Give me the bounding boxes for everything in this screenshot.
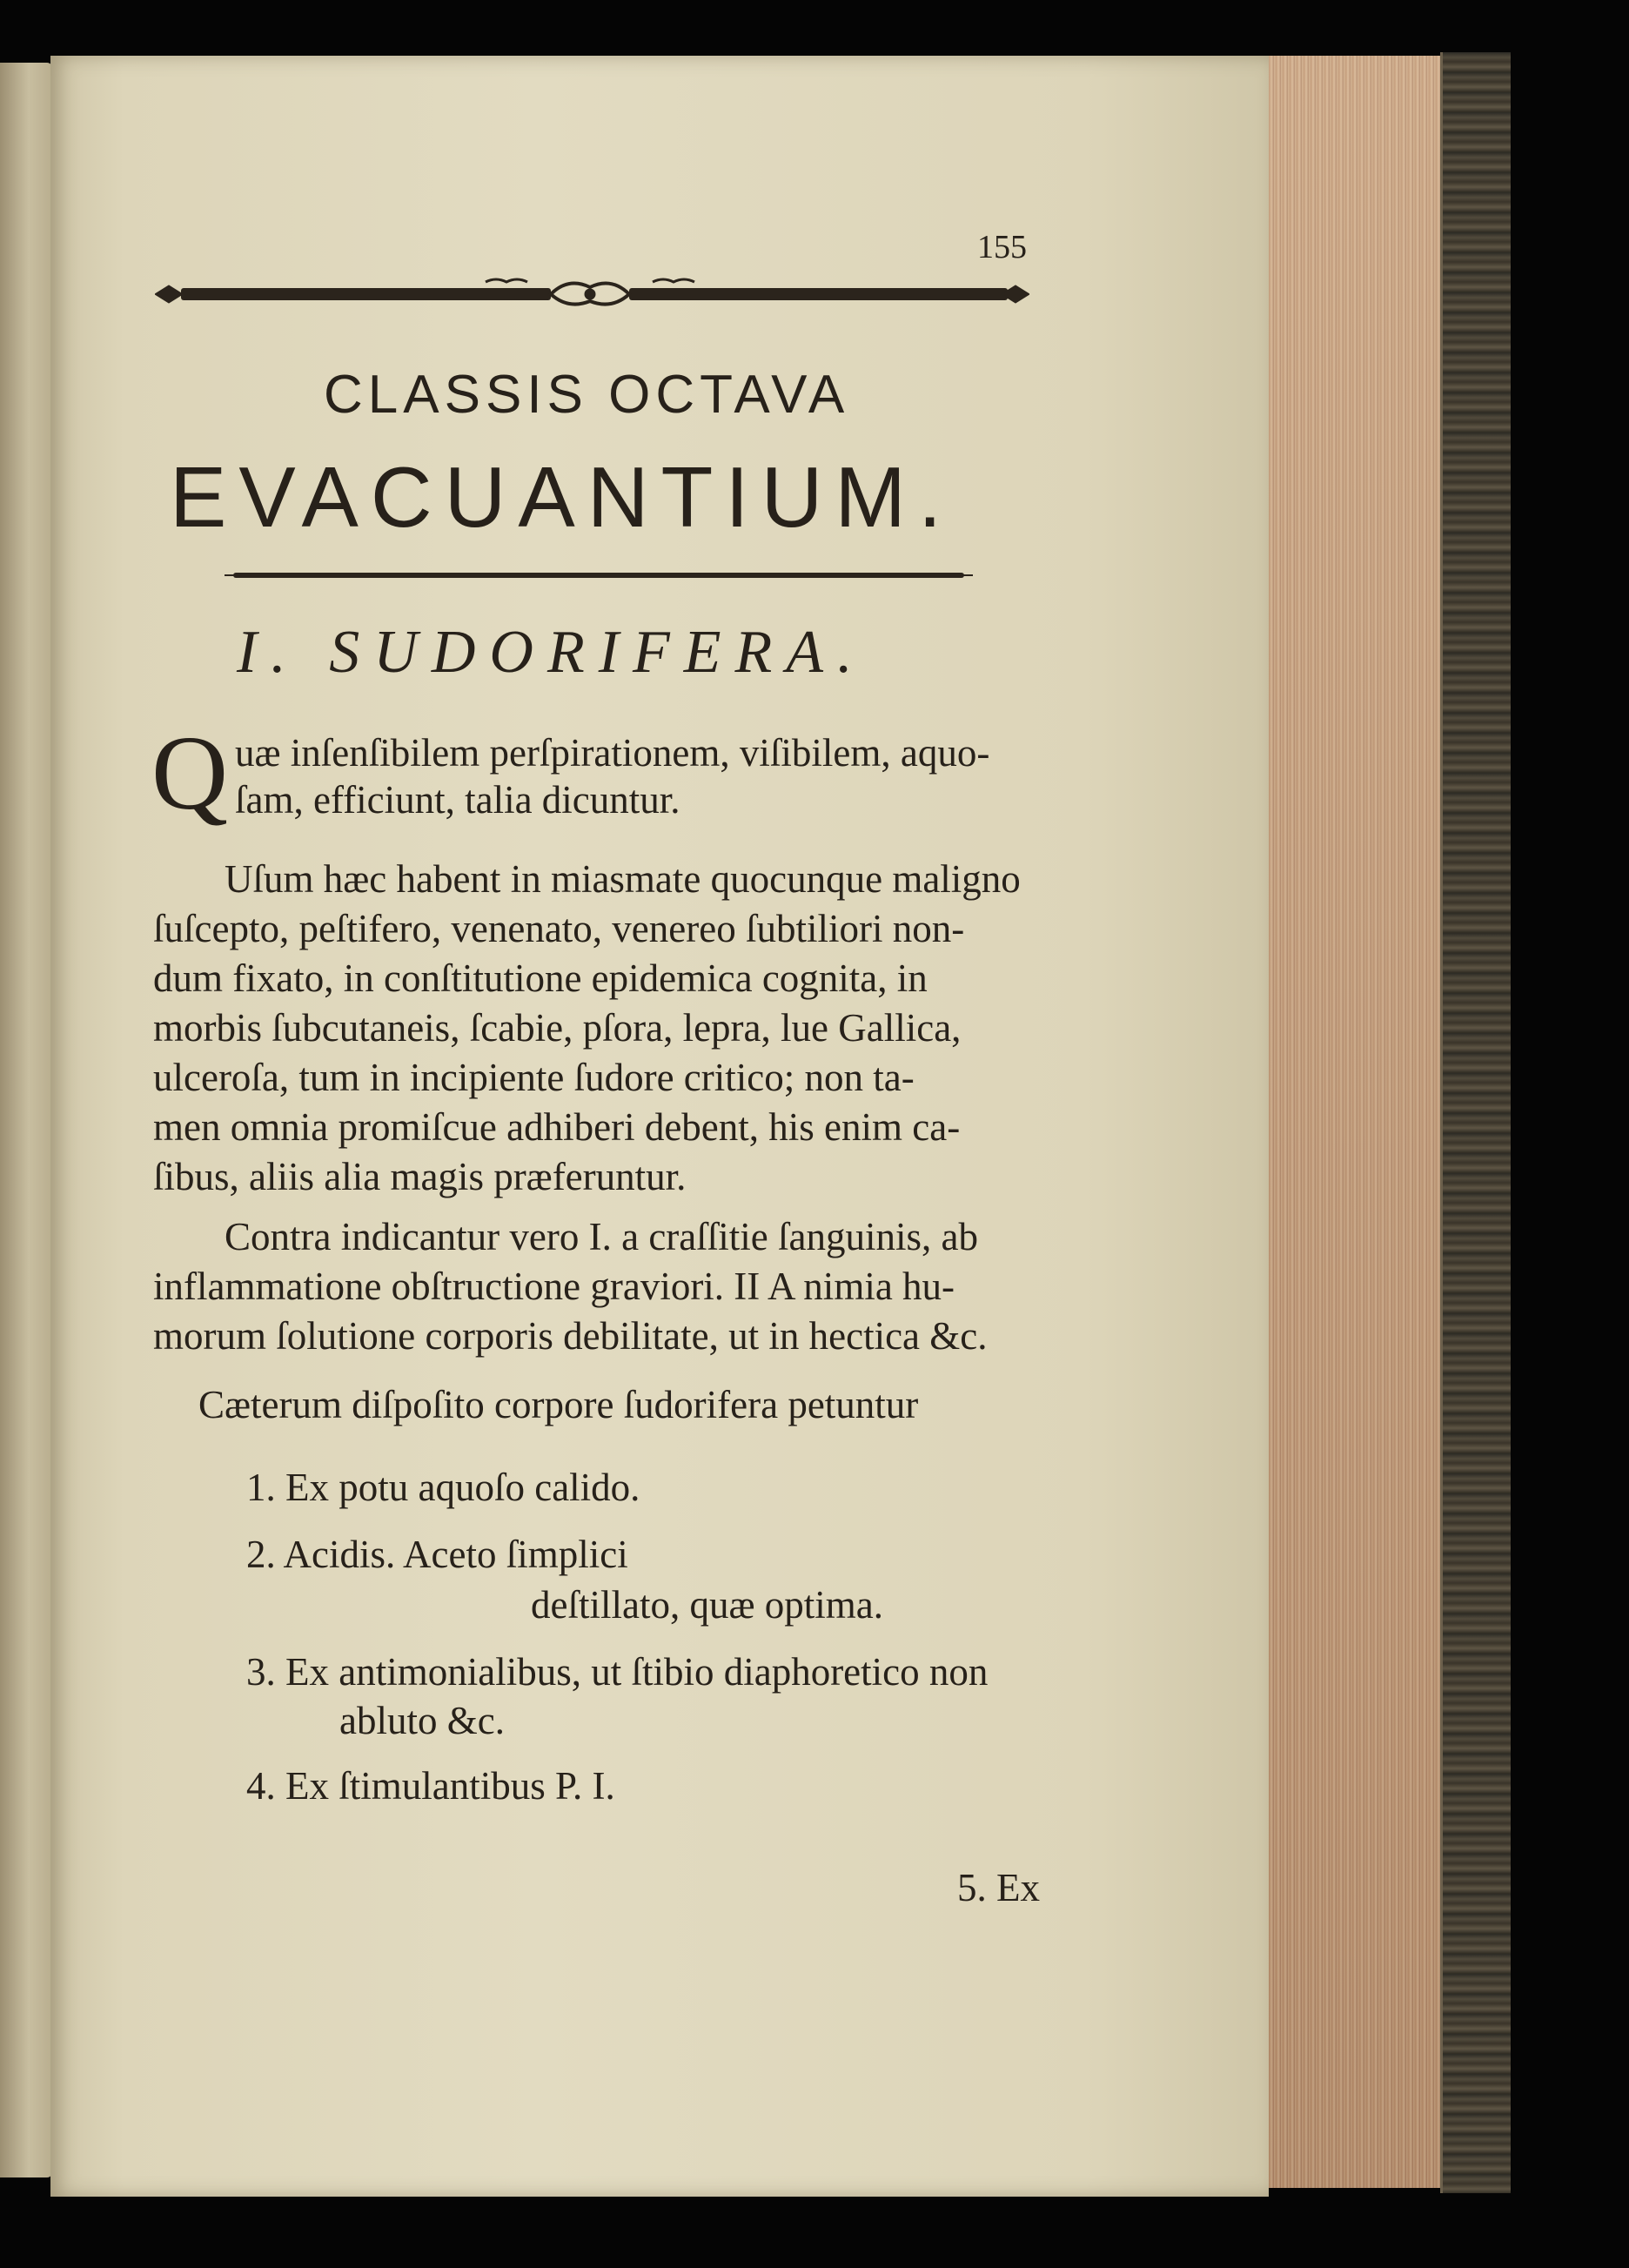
contra-line: Contra indicantur vero I. a craſſitie ſanguinis, ab	[225, 1215, 978, 1258]
usus-line: Uſum hæc habent in miasmate quocunque maligno	[225, 857, 1021, 901]
list-item: 3. Ex antimonialibus, ut ſtibio diaphoretico non	[246, 1650, 989, 1694]
list-item: 1. Ex potu aquoſo calido.	[246, 1466, 640, 1509]
usus-line: dum fixato, in conſtitutione epidemica cognita, in	[153, 956, 928, 1000]
usus-line: ſibus, aliis alia magis præferuntur.	[153, 1155, 687, 1198]
intro-line: uæ inſenſibilem perſpirationem, viſibilem, aquo-	[235, 731, 990, 775]
list-item: 2. Acidis. Aceto ſimplici	[246, 1533, 628, 1576]
usus-line: ulceroſa, tum in incipiente ſudore critico; non ta-	[153, 1056, 915, 1099]
catchword: 5. Ex	[957, 1866, 1040, 1909]
list-item-continuation: abluto &c.	[339, 1699, 505, 1742]
usus-line: men omnia promiſcue adhiberi debent, his enim ca-	[153, 1105, 961, 1149]
contra-line: morum ſolutione corporis debilitate, ut in hectica &c.	[153, 1314, 988, 1358]
usus-line: morbis ſubcutaneis, ſcabie, pſora, lepra, lue Gallica,	[153, 1006, 962, 1050]
class-heading: CLASSIS OCTAVA	[324, 365, 850, 425]
page-fore-edge	[1253, 56, 1443, 2188]
drop-cap-initial: Q	[151, 715, 229, 832]
list-item: 4. Ex ſtimulantibus P. I.	[246, 1764, 615, 1808]
usus-line: ſuſcepto, peſtifero, venenato, venereo ſubtiliori non-	[153, 907, 965, 950]
horizontal-rule	[233, 573, 964, 578]
class-title: EVACUANTIUM.	[170, 449, 955, 545]
list-item-continuation: deſtillato, quæ optima.	[531, 1583, 883, 1627]
contra-line: inflammatione obſtructione graviori. II A nimia hu-	[153, 1265, 955, 1308]
decorative-header-ornament	[155, 275, 1029, 313]
section-heading: I. SUDORIFERA.	[237, 619, 867, 686]
intro-line: ſam, efficiunt, talia dicuntur.	[235, 778, 680, 822]
facing-page-edge	[0, 63, 52, 2177]
book-binding	[1440, 52, 1511, 2193]
ceterum-line: Cæterum diſpoſito corpore ſudorifera petuntur	[198, 1383, 919, 1426]
page-number: 155	[977, 229, 1027, 265]
